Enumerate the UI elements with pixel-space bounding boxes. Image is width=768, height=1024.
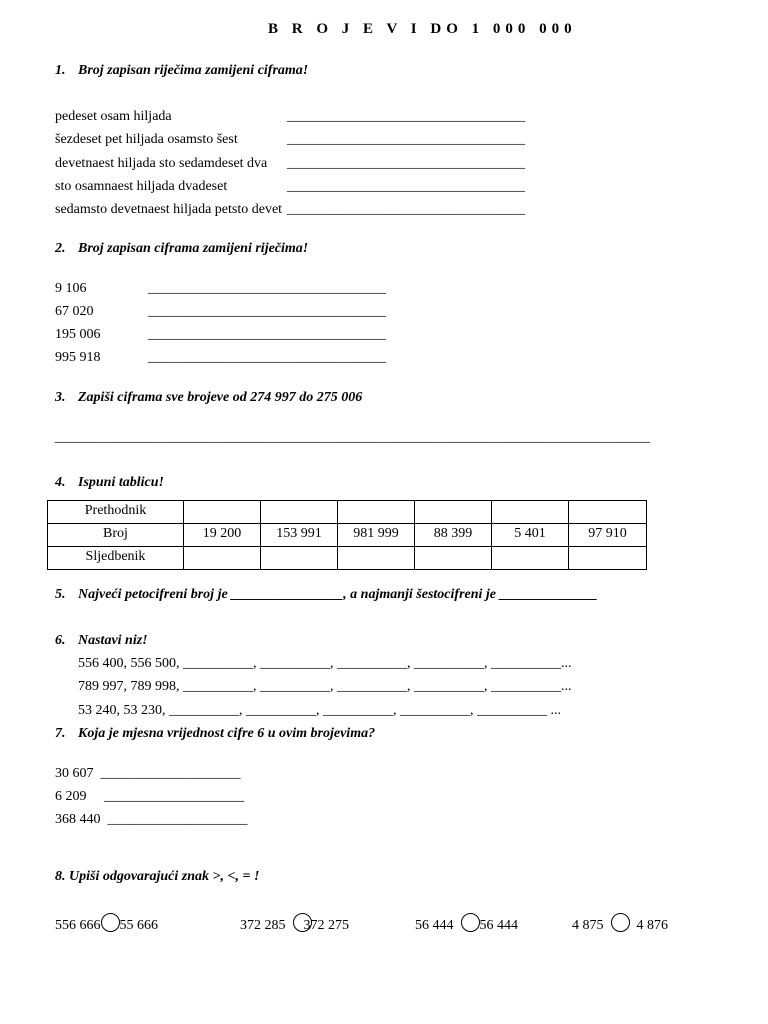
row-label: Broj — [48, 524, 184, 547]
compare-right: 56 444 — [479, 918, 518, 933]
q2-item: 995 918 — [55, 350, 101, 365]
question-text: Zapiši ciframa sve brojeve od 274 997 do 275 006 — [78, 390, 363, 405]
answer-blank[interactable]: __________________________________ — [287, 202, 525, 217]
answer-blank[interactable]: __________________________________ — [148, 350, 386, 365]
answer-blank[interactable]: ____________________ — [104, 789, 244, 804]
question-4-heading — [55, 475, 164, 491]
q7-number: 6 209 — [55, 789, 87, 804]
q2-item: 9 106 — [55, 281, 87, 296]
question-number: 2. — [55, 241, 66, 256]
question-3-heading — [55, 390, 362, 406]
q1-item: devetnaest hiljada sto sedamdeset dva — [55, 156, 268, 171]
answer-circle[interactable] — [611, 913, 630, 932]
row-label: Sljedbenik — [48, 547, 184, 570]
answer-blank[interactable]: ____________________ — [100, 766, 241, 781]
table-cell-empty[interactable] — [261, 547, 338, 570]
table-cell-empty[interactable] — [569, 501, 647, 524]
table-cell-empty[interactable] — [261, 501, 338, 524]
question-text: Broj zapisan riječima zamijeni ciframa! — [78, 63, 309, 78]
question-text: Ispuni tablicu! — [78, 475, 164, 490]
compare-pair — [240, 913, 349, 934]
q7-item — [55, 789, 244, 805]
question-text: Nastavi niz! — [78, 633, 148, 648]
table-row-sljedbenik — [48, 547, 647, 570]
page-title: B R O J E V I DO 1 000 000 — [268, 21, 577, 37]
compare-right: 4 876 — [636, 918, 668, 933]
compare-left: 4 875 — [572, 918, 604, 933]
table-row-broj — [48, 524, 647, 547]
question-7-heading — [55, 726, 375, 742]
question-text: Koja je mjesna vrijednost cifre 6 u ovim brojevima? — [78, 726, 376, 741]
compare-left: 56 444 — [415, 918, 454, 933]
compare-pair — [55, 913, 158, 934]
question-text: Broj zapisan ciframa zamijeni riječima! — [78, 241, 309, 256]
q1-item: šezdeset pet hiljada osamsto šest — [55, 132, 238, 147]
answer-blank[interactable]: __________________________________ — [148, 281, 386, 296]
table-cell-empty[interactable] — [569, 547, 647, 570]
answer-blank[interactable]: __________________________________ — [287, 109, 525, 124]
answer-line[interactable]: _____________________________________________________________________________________ — [55, 430, 650, 445]
table-cell-value: 97 910 — [569, 524, 647, 547]
question-number: 7. — [55, 726, 66, 741]
question-1-heading — [55, 63, 308, 79]
table-cell-empty[interactable] — [338, 501, 415, 524]
table-cell-empty[interactable] — [415, 547, 492, 570]
q2-item: 195 006 — [55, 327, 101, 342]
q2-item: 67 020 — [55, 304, 94, 319]
row-label: Prethodnik — [48, 501, 184, 524]
question-number: 4. — [55, 475, 66, 490]
q1-item: sto osamnaest hiljada dvadeset — [55, 179, 228, 194]
answer-blank[interactable]: __________________________________ — [287, 179, 525, 194]
question-2-heading — [55, 241, 308, 257]
table-row-prethodnik — [48, 501, 647, 524]
q7-number: 368 440 — [55, 812, 101, 827]
table-cell-value: 5 401 — [492, 524, 569, 547]
table-cell-value: 153 991 — [261, 524, 338, 547]
compare-pair — [415, 913, 518, 934]
question-number: 3. — [55, 390, 66, 405]
question-6-heading — [55, 633, 148, 649]
question-8-heading: 8. Upiši odgovarajući znak >, <, = ! — [55, 869, 260, 884]
table-cell-empty[interactable] — [415, 501, 492, 524]
sequence-line[interactable]: 556 400, 556 500, __________, __________, __________, __________, __________... — [78, 656, 572, 671]
table-cell-value: 981 999 — [338, 524, 415, 547]
q7-item — [55, 766, 241, 782]
table-cell-empty[interactable] — [184, 547, 261, 570]
table-cell-empty[interactable] — [492, 501, 569, 524]
table-cell-empty[interactable] — [184, 501, 261, 524]
answer-blank[interactable]: __________________________________ — [148, 327, 386, 342]
table-cell-value: 88 399 — [415, 524, 492, 547]
number-table — [47, 500, 647, 570]
answer-blank[interactable]: __________________________________ — [287, 132, 525, 147]
question-number: 1. — [55, 63, 66, 78]
table-cell-empty[interactable] — [492, 547, 569, 570]
question-number: 6. — [55, 633, 66, 648]
answer-blank[interactable]: __________________________________ — [148, 304, 386, 319]
q7-item — [55, 812, 248, 828]
answer-circle[interactable] — [101, 913, 120, 932]
compare-left: 556 666 — [55, 918, 101, 933]
q1-item: pedeset osam hiljada — [55, 109, 172, 124]
compare-pair — [572, 913, 668, 934]
q7-number: 30 607 — [55, 766, 94, 781]
compare-right: 55 666 — [119, 918, 158, 933]
table-cell-empty[interactable] — [338, 547, 415, 570]
compare-left: 372 285 — [240, 918, 286, 933]
table-cell-value: 19 200 — [184, 524, 261, 547]
q1-item: sedamsto devetnaest hiljada petsto devet — [55, 202, 283, 217]
question-text: Najveći petocifreni broj je ________________, a najmanji šestocifreni je ______________ — [78, 587, 598, 602]
sequence-line[interactable]: 789 997, 789 998, __________, __________, __________, __________, __________... — [78, 679, 572, 694]
answer-circle[interactable] — [461, 913, 480, 932]
question-number: 5. — [55, 587, 66, 602]
question-5-heading — [55, 587, 598, 603]
compare-right: 372 275 — [303, 918, 349, 933]
answer-blank[interactable]: __________________________________ — [287, 156, 525, 171]
sequence-line[interactable]: 53 240, 53 230, __________, __________, __________, __________, __________ ... — [78, 703, 561, 718]
answer-blank[interactable]: ____________________ — [107, 812, 248, 827]
